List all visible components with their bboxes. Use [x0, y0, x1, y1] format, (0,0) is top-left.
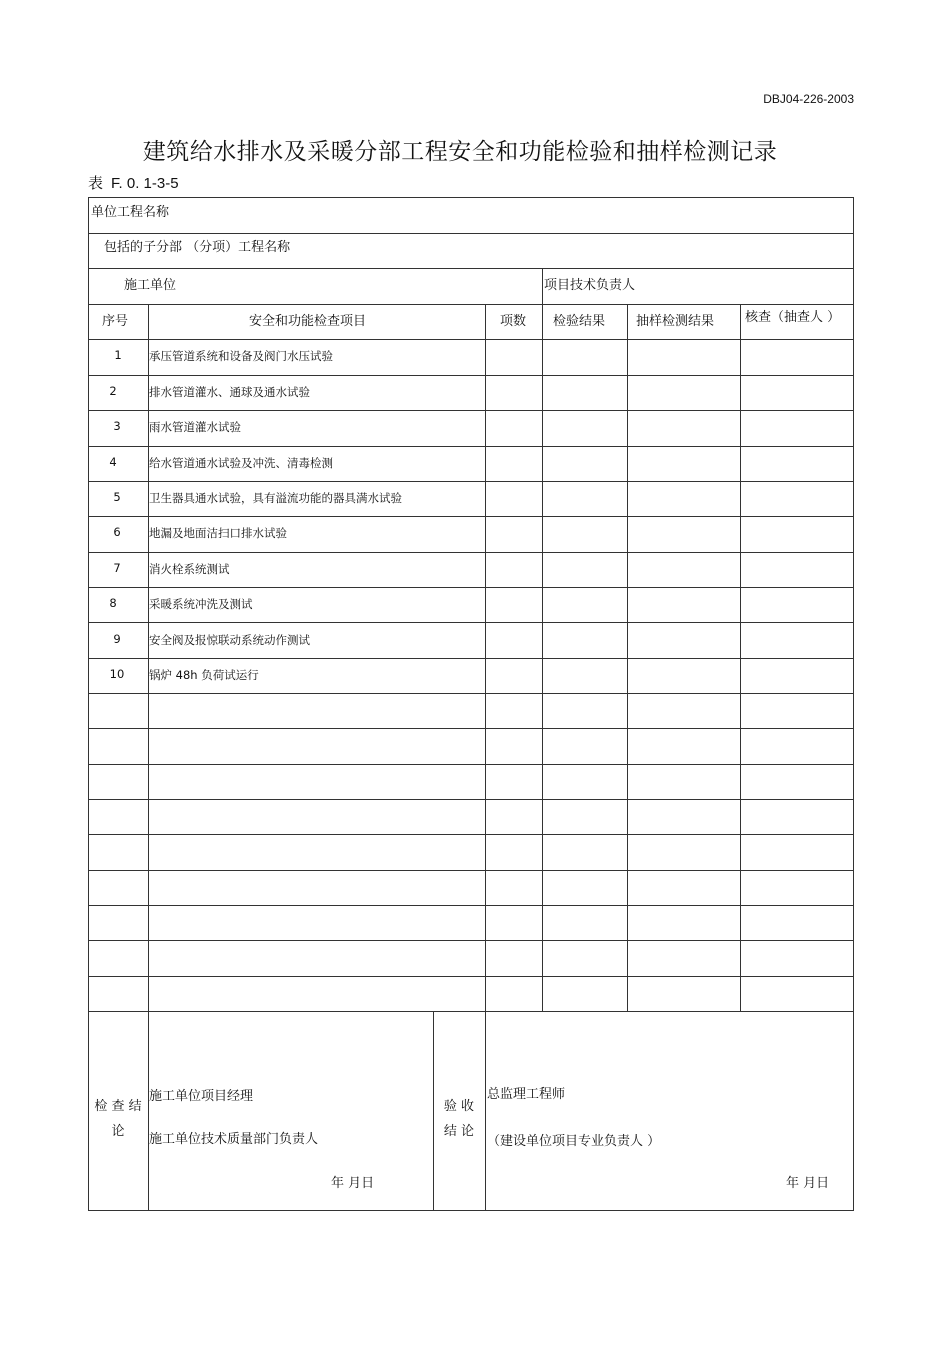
- accept-conclusion-line1: 验 收: [443, 1099, 475, 1114]
- row-seq: 8: [109, 596, 117, 610]
- row-seq: 5: [113, 490, 121, 504]
- row-seq: 2: [109, 384, 117, 398]
- row-item: 排水管道灌水、通球及通水试验: [149, 385, 310, 399]
- row-seq: 6: [113, 525, 121, 539]
- row-item: 消火栓系统测试: [149, 562, 230, 576]
- table-label: 表: [88, 174, 104, 192]
- row-item: 承压管道系统和设备及阀门水压试验: [149, 349, 333, 363]
- qa-lead-label: 施工单位技术质量部门负责人: [149, 1132, 319, 1147]
- date-right: 年 月日: [786, 1176, 830, 1191]
- row-item: 卫生器具通水试验，具有溢流功能的器具满水试验: [149, 491, 402, 505]
- project-manager-label: 施工单位项目经理: [149, 1089, 254, 1104]
- sub-division-name-label: 包括的子分部 （分项）工程名称: [104, 240, 291, 255]
- chief-supervisor-label: 总监理工程师: [487, 1087, 566, 1102]
- col-header-sampling-result: 抽样检测结果: [636, 314, 715, 329]
- row-item: 锅炉 48h 负荷试运行: [149, 668, 259, 682]
- check-conclusion-line1: 检 查 结: [94, 1099, 142, 1114]
- row-item: 采暖系统冲洗及测试: [149, 597, 253, 611]
- accept-conclusion-line2: 结 论: [443, 1124, 475, 1139]
- row-seq: 7: [113, 561, 121, 575]
- row-seq: 1: [114, 348, 122, 362]
- row-seq: 3: [113, 419, 121, 433]
- row-item: 给水管道通水试验及冲洗、清毒检测: [149, 456, 333, 470]
- owner-lead-label: （建设单位项目专业负责人 ）: [487, 1134, 661, 1149]
- col-header-verifier: 核查（抽查人 ）: [745, 310, 841, 325]
- construction-unit-label: 施工单位: [124, 278, 177, 293]
- row-item: 地漏及地面洁扫口排水试验: [149, 526, 287, 540]
- document-code: DBJ04-226-2003: [763, 92, 854, 106]
- table-code: F. 0. 1-3-5: [111, 175, 179, 192]
- row-seq: 10: [109, 667, 125, 681]
- unit-project-name-label: 单位工程名称: [91, 205, 170, 220]
- row-seq: 9: [113, 632, 121, 646]
- tech-lead-label: 项目技术负责人: [544, 278, 636, 293]
- date-left: 年 月日: [331, 1176, 375, 1191]
- col-header-seq: 序号: [102, 314, 129, 329]
- col-header-count: 项数: [500, 314, 527, 329]
- check-conclusion-line2: 论: [111, 1124, 125, 1139]
- row-seq: 4: [109, 455, 117, 469]
- document-title: 建筑给水排水及采暖分部工程安全和功能检验和抽样检测记录: [142, 139, 778, 165]
- check-conclusion-label: [88, 1095, 148, 1139]
- row-item: 雨水管道灌水试验: [149, 420, 241, 434]
- col-header-inspection-result: 检验结果: [553, 314, 606, 329]
- row-item: 安全阀及报惊联动系统动作测试: [149, 633, 310, 647]
- col-header-item: 安全和功能检查项目: [249, 314, 367, 329]
- acceptance-conclusion-label: [433, 1095, 485, 1139]
